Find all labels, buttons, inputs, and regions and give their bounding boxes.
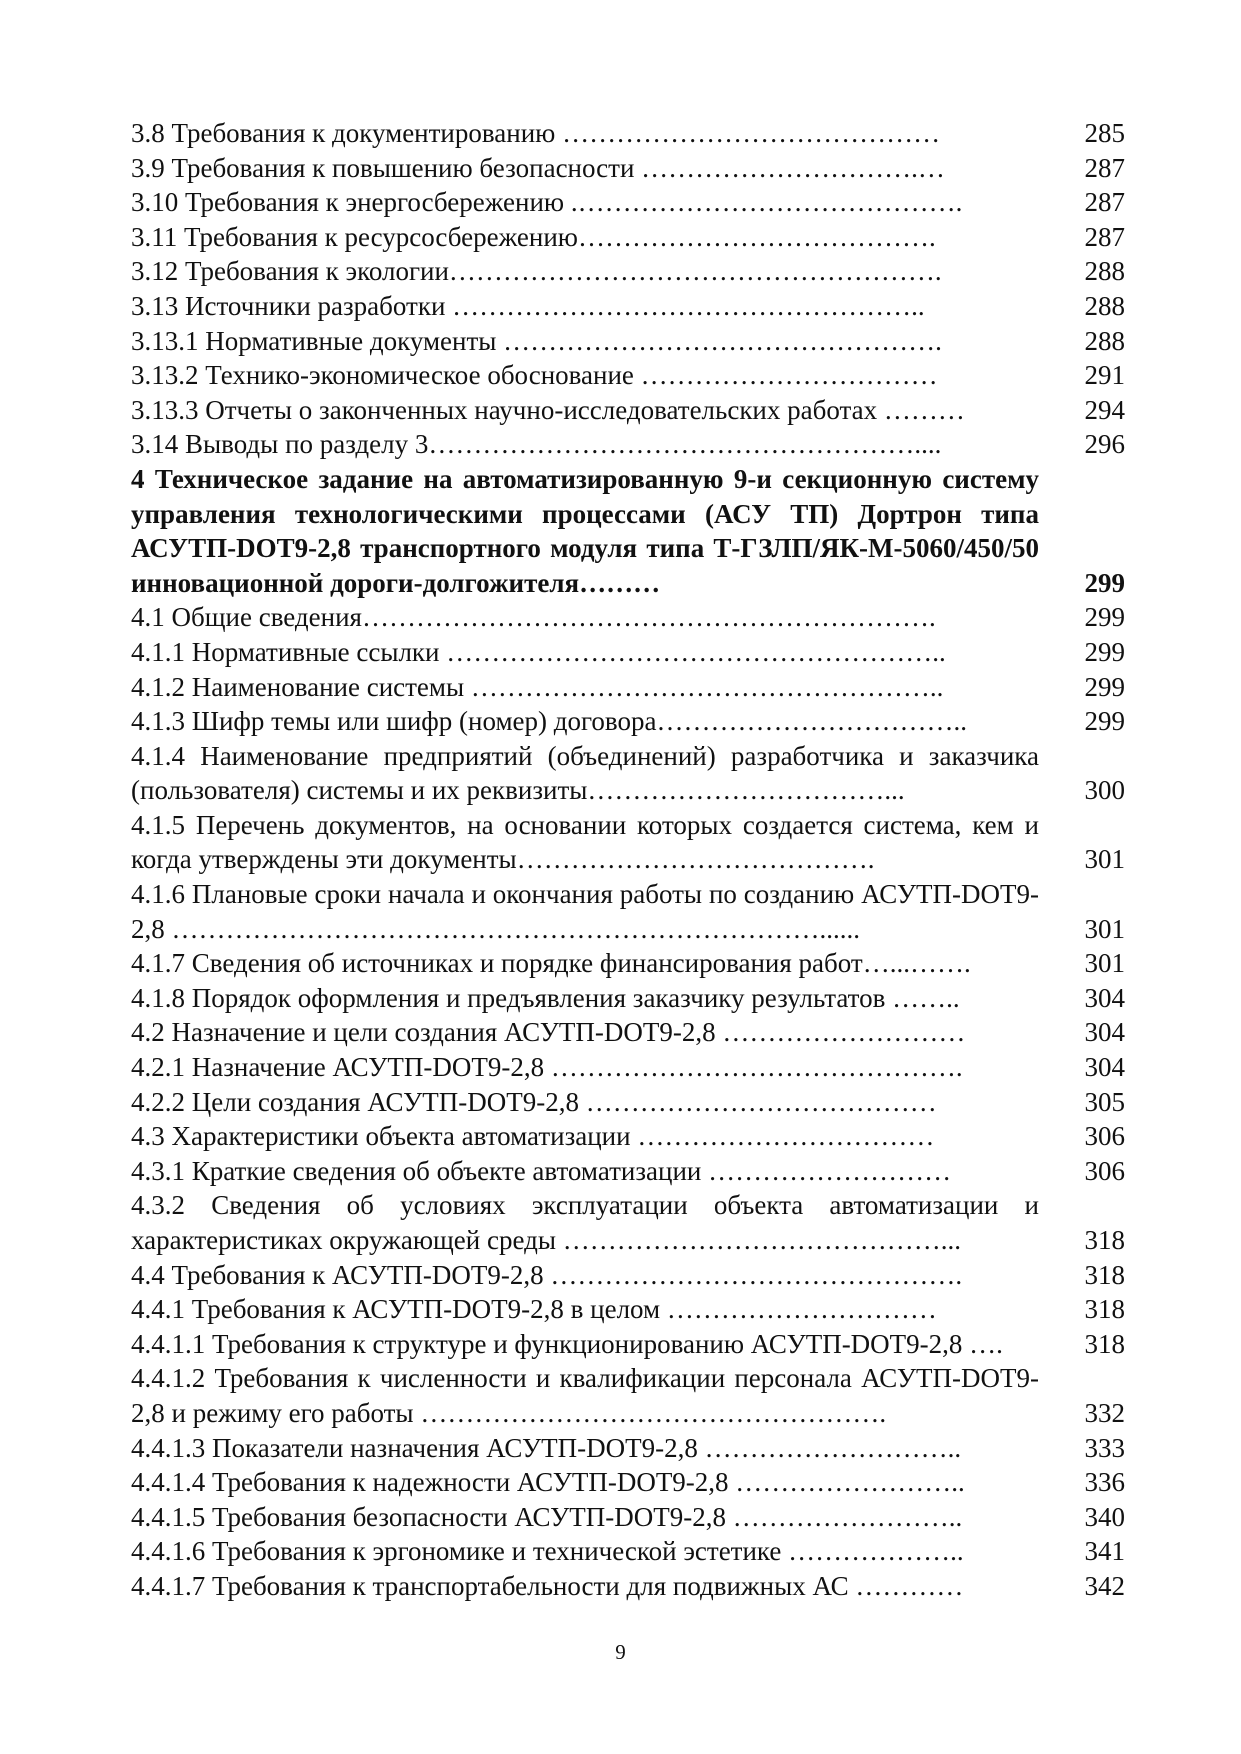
toc-entry-title: 3.10 Требования к энергосбережению .……………………………………. <box>131 187 963 218</box>
toc-entry <box>131 1154 1125 1189</box>
toc-entry <box>131 393 1125 428</box>
toc-entry <box>131 1258 1125 1293</box>
toc-entry-page: 296 <box>1084 429 1125 460</box>
toc-entry-title: 4.1.4 Наименование предприятий (объединений) разработчика и заказчика (пользователя) системы и их реквизиты……………………………... <box>131 740 1039 806</box>
toc-entry-page: 287 <box>1084 152 1125 183</box>
toc-entry-title: 3.13.3 Отчеты о законченных научно-исследовательских работах ……… <box>131 394 965 425</box>
toc-entry <box>131 1569 1125 1604</box>
toc-entry-page: 318 <box>1084 1294 1125 1325</box>
toc-entry-title: 4.4.1.1 Требования к структуре и функционированию АСУТП-DOT9-2,8 …. <box>131 1328 1003 1359</box>
toc-entry <box>131 1188 1125 1257</box>
toc-entry-page: 304 <box>1084 1017 1125 1048</box>
toc-entry-page: 318 <box>1084 1259 1125 1290</box>
toc-entry-page: 287 <box>1084 221 1125 252</box>
toc-entry <box>131 254 1125 289</box>
toc-entry <box>131 151 1125 186</box>
toc-entry-title: 4.4.1.3 Показатели назначения АСУТП-DOT9-2,8 ……………………….. <box>131 1432 962 1463</box>
toc-entry-title: 4.1.6 Плановые сроки начала и окончания работы по созданию АСУТП-DOT9-2,8 ………………………………………………………………...... <box>131 879 1039 944</box>
toc-entry-page: 301 <box>1084 948 1125 979</box>
toc-entry <box>131 946 1125 981</box>
toc-entry-page: 299 <box>1084 671 1125 702</box>
toc-entry <box>131 427 1125 462</box>
toc-entry <box>131 462 1125 600</box>
toc-entry-title: 4.4.1 Требования к АСУТП-DOT9-2,8 в целом ………………………… <box>131 1294 937 1325</box>
toc-entry-page: 301 <box>1084 844 1125 875</box>
table-of-contents <box>131 116 1125 1604</box>
toc-entry <box>131 358 1125 393</box>
toc-entry-page: 299 <box>1084 636 1125 667</box>
toc-entry <box>131 704 1125 739</box>
toc-entry-title: 4.4.1.7 Требования к транспортабельности для подвижных АС ………… <box>131 1570 964 1601</box>
toc-entry-page: 333 <box>1084 1432 1125 1463</box>
toc-entry <box>131 739 1125 808</box>
toc-entry-page: 288 <box>1084 256 1125 287</box>
toc-entry-page: 340 <box>1084 1501 1125 1532</box>
toc-entry <box>131 877 1125 946</box>
toc-entry-page: 304 <box>1084 1052 1125 1083</box>
toc-entry-title: 4.4.1.2 Требования к численности и квалификации персонала АСУТП-DOT9-2,8 и режиму его работы ……………………………………………. <box>131 1363 1039 1428</box>
toc-entry-title: 4.3 Характеристики объекта автоматизации …………………………… <box>131 1121 935 1152</box>
page-number: 9 <box>615 1640 626 1664</box>
toc-entry-page: 299 <box>1084 602 1125 633</box>
toc-entry <box>131 600 1125 635</box>
toc-entry-title: 4.4.1.6 Требования к эргономике и технической эстетике ……………….. <box>131 1536 964 1567</box>
toc-entry-page: 301 <box>1084 913 1125 944</box>
toc-entry-page: 318 <box>1084 1225 1125 1255</box>
toc-entry <box>131 670 1125 705</box>
toc-entry <box>131 220 1125 255</box>
toc-entry <box>131 808 1125 877</box>
toc-entry-page: 294 <box>1084 394 1125 425</box>
toc-entry <box>131 1500 1125 1535</box>
toc-entry-title: 4.3.2 Сведения об условиях эксплуатации объекта автоматизации и характеристиках окружающей среды ……………………………………... <box>131 1190 1039 1255</box>
toc-entry <box>131 1292 1125 1327</box>
toc-entry-title: 4.1.8 Порядок оформления и предъявления заказчику результатов …….. <box>131 982 960 1013</box>
toc-entry-title: 3.11 Требования к ресурсосбережению…………………………………. <box>131 221 936 252</box>
toc-entry-page: 318 <box>1084 1328 1125 1359</box>
toc-entry-page: 306 <box>1084 1121 1125 1152</box>
toc-entry-title: 4.3.1 Краткие сведения об объекте автоматизации ……………………… <box>131 1155 952 1186</box>
toc-entry <box>131 1534 1125 1569</box>
toc-entry <box>131 1085 1125 1120</box>
toc-entry <box>131 1327 1125 1362</box>
toc-entry-title: 4.2.1 Назначение АСУТП-DOT9-2,8 ………………………………………. <box>131 1052 963 1083</box>
toc-entry-page: 285 <box>1084 118 1125 148</box>
toc-entry <box>131 1465 1125 1500</box>
toc-entry <box>131 635 1125 670</box>
toc-entry-page: 336 <box>1084 1467 1125 1498</box>
toc-entry-title: 4.4.1.4 Требования к надежности АСУТП-DOT9-2,8 …………………….. <box>131 1467 965 1498</box>
toc-entry-title: 3.8 Требования к документированию …………………………………… <box>131 118 941 148</box>
toc-entry-title: 4.2.2 Цели создания АСУТП-DOT9-2,8 ………………………………… <box>131 1086 937 1117</box>
toc-entry-page: 291 <box>1084 360 1125 391</box>
toc-entry <box>131 1050 1125 1085</box>
toc-entry-page: 288 <box>1084 290 1125 321</box>
toc-entry <box>131 185 1125 220</box>
toc-entry-page: 299 <box>1084 706 1125 737</box>
toc-entry-title: 3.12 Требования к экологии………………………………………………. <box>131 256 942 287</box>
toc-entry-title: 4.1.1 Нормативные ссылки ……………………………………………….. <box>131 636 946 667</box>
toc-entry <box>131 981 1125 1016</box>
toc-entry-page: 288 <box>1084 325 1125 356</box>
toc-entry-page: 299 <box>1084 567 1125 598</box>
toc-entry-title: 4.1.5 Перечень документов, на основании которых создается система, кем и когда утверждены эти документы…………………………………. <box>131 809 1039 875</box>
toc-entry-title: 3.13.1 Нормативные документы …………………………………………. <box>131 325 942 356</box>
toc-entry <box>131 289 1125 324</box>
toc-entry-title: 3.13.2 Технико-экономическое обоснование …………………………… <box>131 360 938 391</box>
toc-entry-page: 304 <box>1084 982 1125 1013</box>
toc-entry-page: 341 <box>1084 1536 1125 1567</box>
toc-entry <box>131 1015 1125 1050</box>
toc-entry-title: 3.9 Требования к повышению безопасности ………………………….… <box>131 152 945 183</box>
toc-entry-title: 4.1 Общие сведения………………………………………………………. <box>131 602 936 633</box>
toc-entry-title: 4.4.1.5 Требования безопасности АСУТП-DOT9-2,8 …………………….. <box>131 1501 963 1532</box>
toc-entry-page: 305 <box>1084 1086 1125 1117</box>
toc-entry-page: 342 <box>1084 1570 1125 1601</box>
toc-entry-page: 287 <box>1084 187 1125 218</box>
toc-entry-title: 3.13 Источники разработки …………………………………………….. <box>131 290 925 321</box>
toc-entry-title: 4.1.3 Шифр темы или шифр (номер) договора…………………………….. <box>131 706 967 737</box>
toc-entry <box>131 1431 1125 1466</box>
toc-entry-title: 4.4 Требования к АСУТП-DOT9-2,8 ………………………………………. <box>131 1259 963 1290</box>
toc-entry-page: 332 <box>1084 1397 1125 1428</box>
toc-entry-title: 4.1.2 Наименование системы …………………………………………….. <box>131 671 944 702</box>
toc-entry-page: 306 <box>1084 1155 1125 1186</box>
toc-entry-page: 300 <box>1084 775 1125 806</box>
toc-entry <box>131 1119 1125 1154</box>
toc-entry-title: 4 Техническое задание на автоматизированную 9-и секционную систему управления технологическими процессами (АСУ ТП) Дортрон типа АСУТП-DOT9-2,8 транспортного модуля типа Т-ГЗЛП/ЯК-М-5060/450/50 инновационной дороги-долгожителя……… <box>131 463 1039 598</box>
toc-entry <box>131 324 1125 359</box>
toc-entry <box>131 1361 1125 1430</box>
toc-entry-title: 4.2 Назначение и цели создания АСУТП-DOT9-2,8 ……………………… <box>131 1017 966 1048</box>
toc-entry-title: 3.14 Выводы по разделу 3……………………………………………….... <box>131 429 942 460</box>
toc-entry <box>131 116 1125 151</box>
toc-entry-title: 4.1.7 Сведения об источниках и порядке финансирования работ…...……. <box>131 948 971 979</box>
